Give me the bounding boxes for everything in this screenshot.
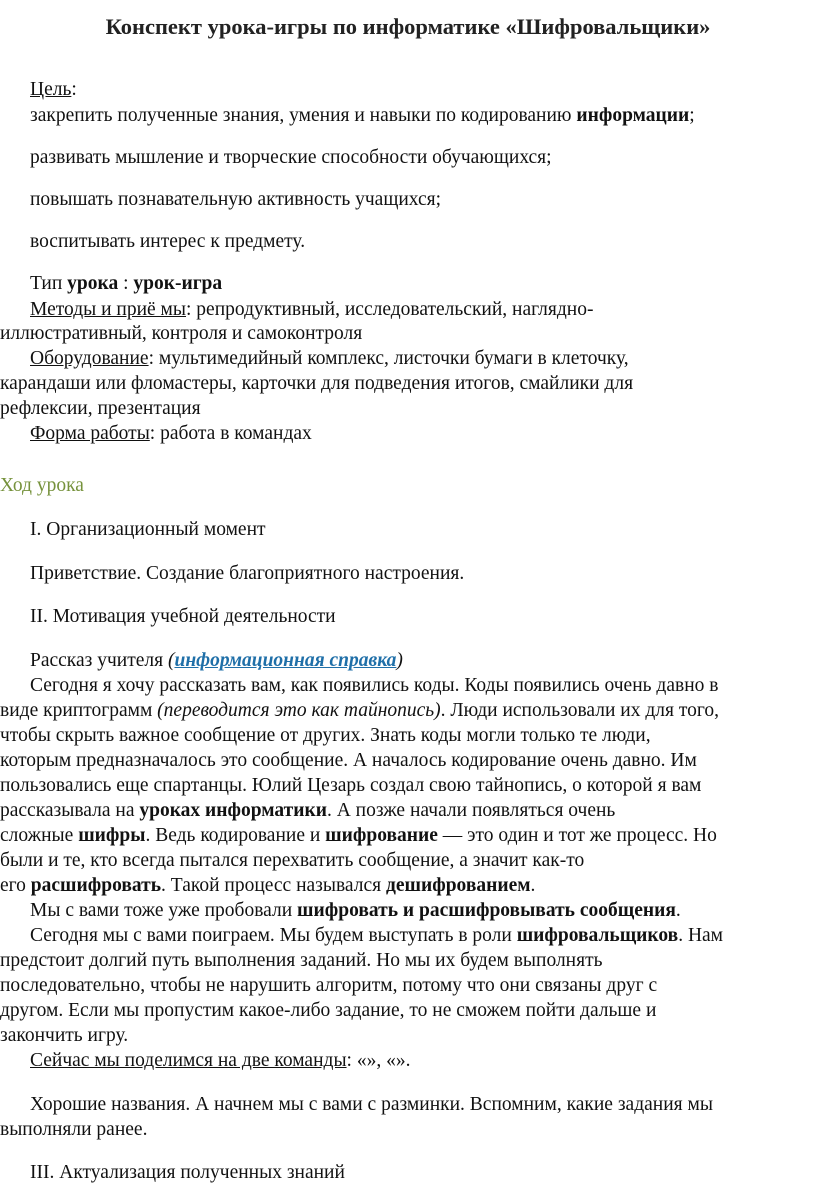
story-line: Рассказ учителя (информационная справка)	[30, 650, 403, 671]
p3-line-1: Сегодня мы с вами поиграем. Мы будем выступать в роли шифровальщиков. Нам	[30, 925, 724, 946]
p4-line-1: Хорошие названия. А начнем мы с вами с разминки. Вспомним, какие задания мы	[30, 1094, 713, 1115]
p4-line-2: выполняли ранее.	[0, 1119, 148, 1140]
p1-line-1: Сегодня я хочу рассказать вам, как появились коды. Коды появились очень давно в	[30, 675, 719, 696]
methods-line-1: Методы и приё мы: репродуктивный, исследовательский, наглядно-	[30, 299, 594, 320]
goal-item-2: развивать мышление и творческие способности обучающихся;	[30, 147, 552, 168]
p2-line: Мы с вами тоже уже пробовали шифровать и расшифровывать сообщения.	[30, 900, 681, 921]
equipment-line-1: Оборудование: мультимедийный комплекс, листочки бумаги в клеточку,	[30, 348, 629, 369]
work-form: Форма работы: работа в командах	[30, 423, 312, 444]
stage-1: I. Организационный момент	[30, 519, 266, 540]
goal-item-3: повышать познавательную активность учащихся;	[30, 189, 442, 210]
p3-line-3: последовательно, чтобы не нарушить алгоритм, потому что они связаны друг с	[0, 975, 658, 996]
p3-line-2: предстоит долгий путь выполнения заданий. Но мы их будем выполнять	[0, 950, 603, 971]
goal-item-4: воспитывать интерес к предмету.	[30, 231, 306, 252]
p3-line-5: закончить игру.	[0, 1025, 129, 1046]
p1-line-6: рассказывала на уроках информатики. А позже начали появляться очень	[0, 800, 616, 821]
p1-line-5: пользовались еще спартанцы. Юлий Цезарь создал свою тайнопись, о которой я вам	[0, 775, 702, 796]
greeting: Приветствие. Создание благоприятного настроения.	[30, 563, 465, 584]
goal-label: Цель:	[30, 79, 77, 100]
p1-line-9: его расшифровать. Такой процесс назывался дешифрованием.	[0, 875, 536, 896]
lesson-type: Тип урока : урок-игра	[30, 273, 223, 294]
p1-line-2: виде криптограмм (переводится это как тайнопись). Люди использовали их для того,	[0, 700, 719, 721]
equipment-line-2: карандаши или фломастеры, карточки для подведения итогов, смайлики для	[0, 373, 634, 394]
p3-line-4: другом. Если мы пропустим какое-либо задание, то не сможем пойти дальше и	[0, 1000, 657, 1021]
info-reference-link[interactable]: информационная справка	[174, 650, 397, 671]
page-title: Конспект урока-игры по информатике «Шифровальщики»	[105, 14, 711, 39]
p1-line-8: были и те, кто всегда пытался перехватить сообщение, а значит как-то	[0, 850, 585, 871]
stage-3: III. Актуализация полученных знаний	[30, 1162, 345, 1183]
p1-line-7: сложные шифры. Ведь кодирование и шифрование — это один и тот же процесс. Но	[0, 825, 717, 846]
section-heading: Ход урока	[0, 475, 84, 496]
goal-item-1: закрепить полученные знания, умения и навыки по кодированию информации;	[30, 105, 695, 126]
stage-2: II. Мотивация учебной деятельности	[30, 606, 336, 627]
p1-line-4: которым предназначалось это сообщение. А началось кодирование очень давно. Им	[0, 750, 697, 771]
methods-line-2: иллюстративный, контроля и самоконтроля	[0, 323, 363, 344]
equipment-line-3: рефлексии, презентация	[0, 398, 201, 419]
p1-line-3: чтобы скрыть важное сообщение от других. Знать коды могли только те люди,	[0, 725, 651, 746]
teams-line: Сейчас мы поделимся на две команды: «», «».	[30, 1050, 411, 1071]
